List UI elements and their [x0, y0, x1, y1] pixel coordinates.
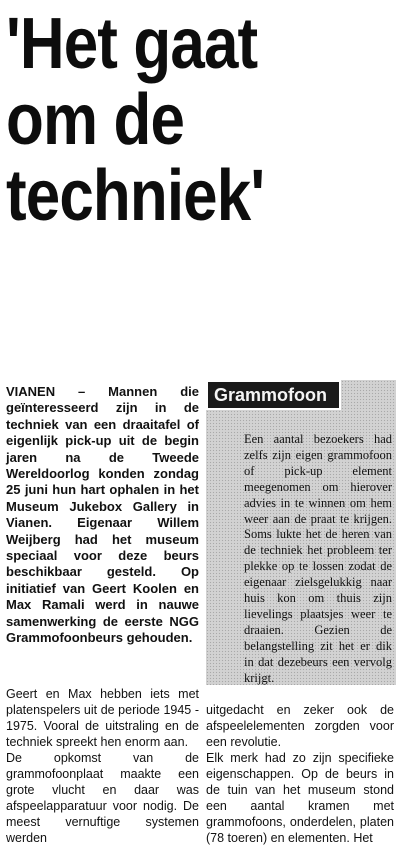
headline-line-3: techniek' [6, 156, 265, 236]
sidebar-title: Grammofoon [206, 380, 341, 410]
body-column-right [206, 702, 394, 846]
body-column-left [6, 686, 199, 846]
lead-paragraph [6, 384, 199, 647]
body-right-paragraph-2: Elk merk had zo zijn specifieke eigenschappen. Op de beurs in de tuin van het museum stond een aantal kramen met grammofoons, onderdelen, platen (78 toeren) en elementen. Het [206, 751, 394, 845]
body-left-paragraph-2: De opkomst van de grammofoonplaat maakte een grote vlucht en daar was afspeelapparatuur voor nodig. De meest vernuftige systemen werden [6, 751, 199, 845]
lead-text: – Mannen die geïnteresseerd zijn in de techniek van een draaitafel of eigenlijk pick-up uit de begin jaren na de Tweede Wereldoorlog konden zondag 25 juni hun hart ophalen in het Museum Jukebox Gallery in Vianen. Eigenaar Willem Weijberg had het museum speciaal voor deze beurs beschikbaar gesteld. Op initiatief van Geert Koolen en Max Ramali werd in nauwe samenwerking de eerste NGG Grammofoonbeurs gehouden. [6, 384, 199, 646]
body-right-paragraph-1: uitgedacht en zeker ook de afspeelelementen zorgden voor een revolutie. [206, 703, 394, 749]
dateline: VIANEN [6, 384, 56, 399]
body-left-paragraph-1: Geert en Max hebben iets met platenspelers uit de periode 1945 - 1975. Vooral de uitstraling en de techniek spreekt hen enorm aan. [6, 687, 199, 749]
sidebar-box [206, 380, 396, 685]
sidebar-text: Een aantal bezoekers had zelfs zijn eigen grammofoon of pick-up element meegenomen om hierover advies in te winnen om hem weer aan de praat te krijgen. Soms lukte het de heren van de techniek het probleem ter plekke op te lossen zodat de eigenaar zielsgelukkig naar huis kon om thuis zijn lievelings plaatsjes weer te draaien. Gezien de belangstelling zit het er dik in dat dezebeurs een vervolg krijgt. [244, 432, 392, 685]
headline [6, 6, 341, 234]
headline-line-2: om de [6, 80, 185, 160]
headline-line-1: 'Het gaat [6, 4, 258, 84]
